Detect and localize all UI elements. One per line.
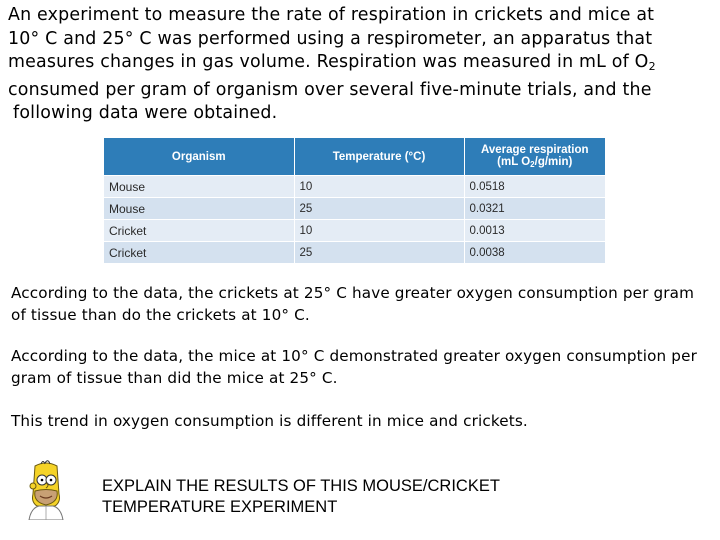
header-average-respiration xyxy=(464,138,605,176)
table-header-row xyxy=(104,138,605,176)
statement-2: According to the data, the mice at 10° C demonstrated greater oxygen consumption per gram of tissue than did the mice at 25° C. xyxy=(11,347,697,387)
assignment-prompt xyxy=(102,476,582,518)
cell-respiration: 0.0013 xyxy=(464,220,605,242)
header-unit-start: (mL O xyxy=(497,156,531,168)
intro-line-3-text: measures changes in gas volume. Respiration was measured in mL of O xyxy=(8,52,649,73)
intro-line-5: following data were obtained. xyxy=(13,103,278,124)
cell-respiration: 0.0321 xyxy=(464,198,605,220)
header-unit-end: /g/min) xyxy=(534,156,573,168)
statement-1: According to the data, the crickets at 25° C have greater oxygen consumption per gram of tissue than do the crickets at 10° C. xyxy=(11,284,695,324)
cell-respiration: 0.0038 xyxy=(464,242,605,264)
table-row xyxy=(104,176,605,198)
statement-3: This trend in oxygen consumption is different in mice and crickets. xyxy=(11,412,528,430)
cell-temperature: 10 xyxy=(294,220,464,242)
header-unit-subscript: 2 xyxy=(530,160,535,169)
cell-temperature: 25 xyxy=(294,198,464,220)
assignment-line-1: EXPLAIN THE RESULTS OF THIS MOUSE/CRICKET xyxy=(102,477,500,495)
cell-respiration: 0.0518 xyxy=(464,176,605,198)
table-row xyxy=(104,198,605,220)
intro-line-3 xyxy=(8,51,714,79)
header-organism: Organism xyxy=(104,138,294,176)
assignment-line-2: TEMPERATURE EXPERIMENT xyxy=(102,498,338,516)
cell-organism: Mouse xyxy=(104,198,294,220)
table-row xyxy=(104,220,605,242)
oxygen-subscript: 2 xyxy=(648,60,656,74)
respiration-data-table xyxy=(104,138,605,263)
header-temperature: Temperature (°C) xyxy=(294,138,464,176)
homer-simpson-cartoon-icon xyxy=(15,458,77,520)
intro-line-1: An experiment to measure the rate of respiration in crickets and mice at xyxy=(8,5,655,25)
cell-organism: Cricket xyxy=(104,242,294,264)
intro-line-4: consumed per gram of organism over several five-minute trials, and the xyxy=(8,79,652,100)
intro-paragraph xyxy=(8,4,714,126)
table-row xyxy=(104,242,605,264)
header-average-line-1: Average respiration xyxy=(480,144,589,156)
cell-temperature: 25 xyxy=(294,242,464,264)
cell-organism: Cricket xyxy=(104,220,294,242)
cell-temperature: 10 xyxy=(294,176,464,198)
header-average-line-2 xyxy=(469,156,602,169)
intro-line-2: 10° C and 25° C was performed using a respirometer, an apparatus that xyxy=(8,28,653,49)
cell-organism: Mouse xyxy=(104,176,294,198)
